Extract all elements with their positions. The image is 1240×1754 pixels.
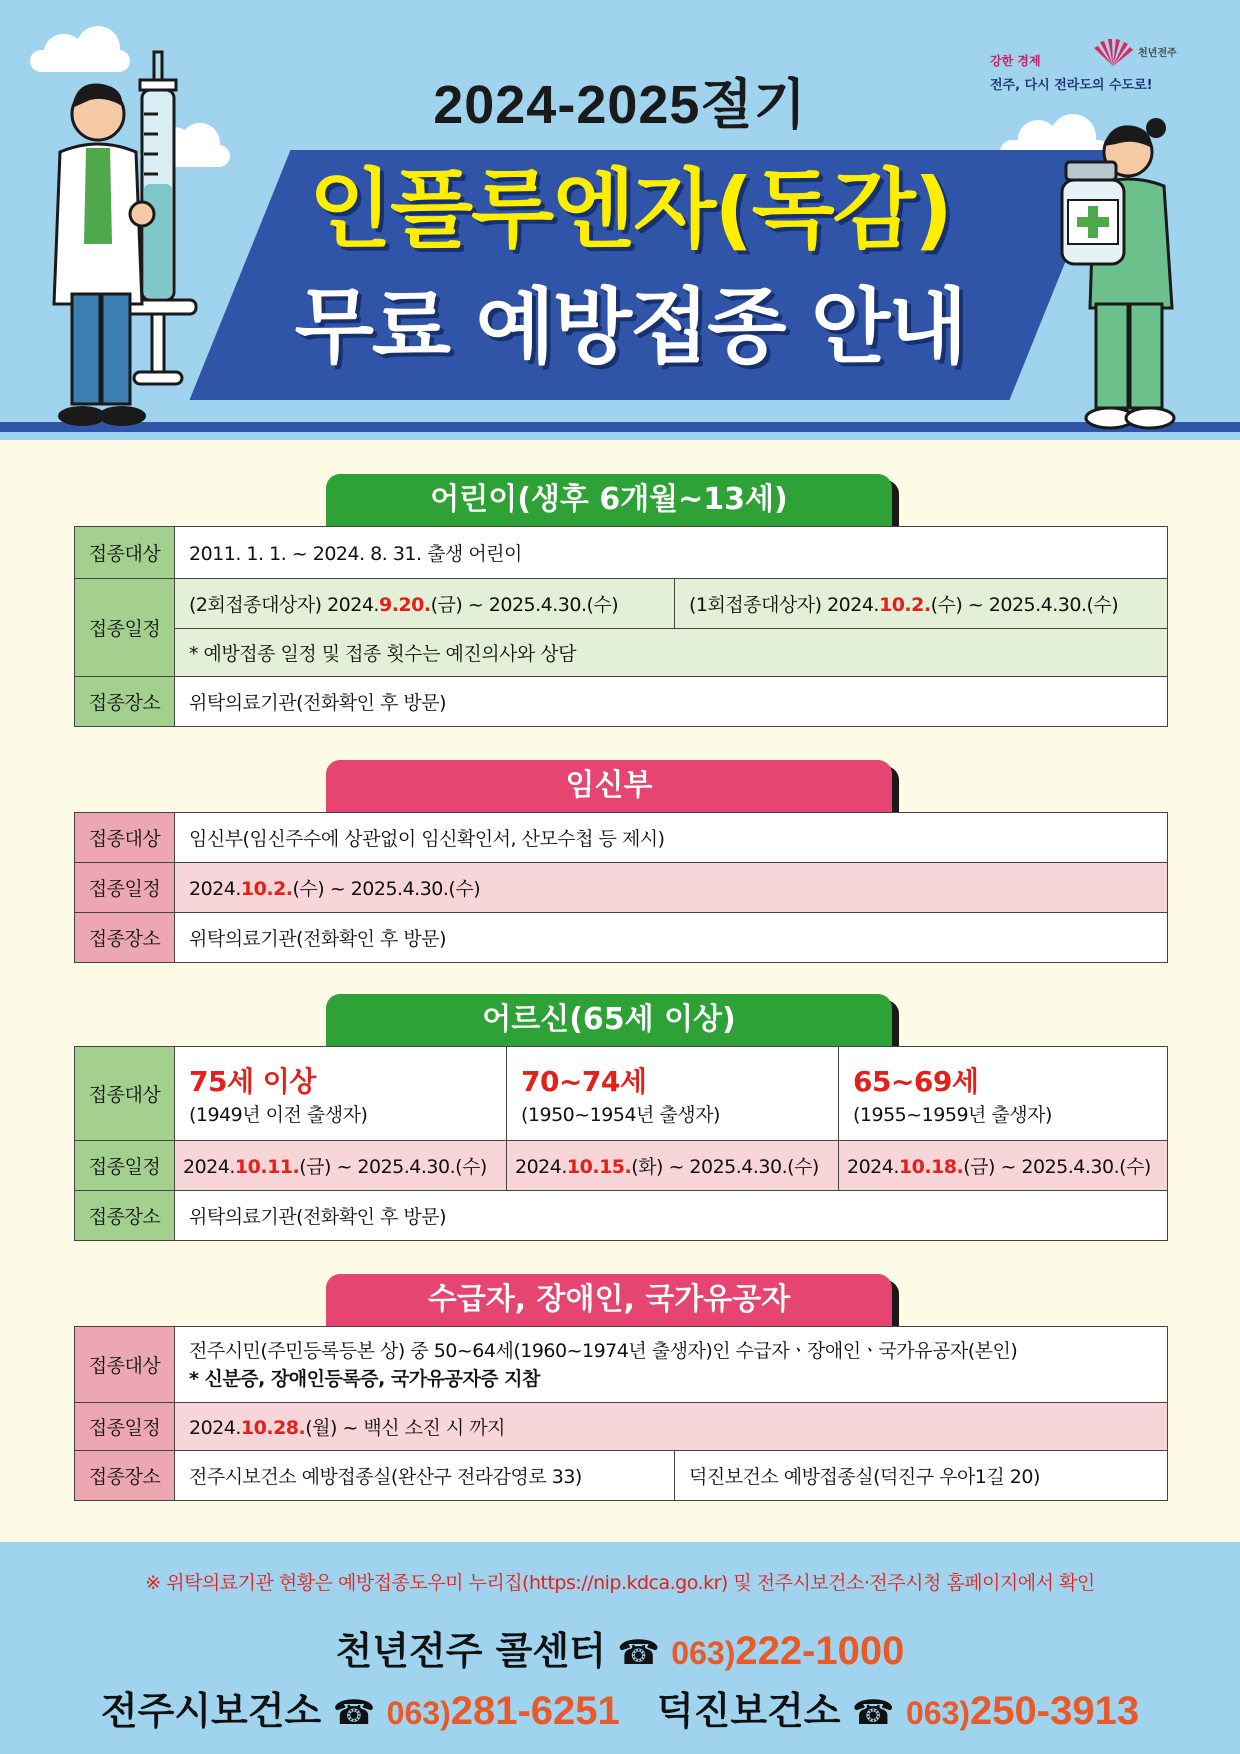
senior-schedule-75-plus: 2024.10.11.(금) ~ 2025.4.30.(수) <box>175 1141 507 1191</box>
row-label-schedule: 접종일정 <box>75 1403 175 1451</box>
telephone-icon: ☎ <box>617 1633 660 1673</box>
welfare-schedule: 2024.10.28.(월) ~ 백신 소진 시 까지 <box>175 1403 1168 1451</box>
pregnant-info-table <box>74 812 1168 963</box>
section-title-children: 어린이(생후 6개월~13세) <box>326 474 892 526</box>
row-label-target: 접종대상 <box>75 1047 175 1141</box>
row-label-target: 접종대상 <box>75 813 175 863</box>
welfare-place-jeonju: 전주시보건소 예방접종실(완산구 전라감영로 33) <box>175 1451 675 1501</box>
row-label-place: 접종장소 <box>75 913 175 963</box>
deokjin-health-center-phone[interactable]: 063)250-3913 <box>905 1689 1140 1733</box>
row-label-place: 접종장소 <box>75 1191 175 1241</box>
main-title-line2: 무료 예방접종 안내 <box>294 280 966 375</box>
contact-footer <box>0 1542 1240 1754</box>
seniors-info-table <box>74 1046 1168 1241</box>
jeonju-health-center-name: 전주시보건소 <box>100 1689 322 1733</box>
logo-brand: 천년전주 <box>1138 48 1177 59</box>
children-schedule-two-dose: (2회접종대상자) 2024.9.20.(금) ~ 2025.4.30.(수) <box>175 579 675 629</box>
row-label-schedule: 접종일정 <box>75 863 175 913</box>
pregnant-schedule: 2024.10.2.(수) ~ 2025.4.30.(수) <box>175 863 1168 913</box>
season-title: 2024-2025절기 <box>433 75 807 135</box>
senior-schedule-70-74: 2024.10.15.(화) ~ 2025.4.30.(수) <box>507 1141 839 1191</box>
call-center-row <box>0 1620 1240 1675</box>
children-schedule-note: * 예방접종 일정 및 접종 횟수는 예진의사와 상담 <box>175 629 1168 677</box>
pregnant-place: 위탁의료기관(전화확인 후 방문) <box>175 913 1168 963</box>
seniors-place: 위탁의료기관(전화확인 후 방문) <box>175 1191 1168 1241</box>
children-place: 위탁의료기관(전화확인 후 방문) <box>175 677 1168 727</box>
row-label-schedule: 접종일정 <box>75 1141 175 1191</box>
logo-slogan-small: 강한 경제 <box>990 54 1041 68</box>
telephone-icon: ☎ <box>852 1693 895 1733</box>
call-center-name: 천년전주 콜센터 <box>335 1629 606 1673</box>
city-logo <box>990 38 1210 98</box>
children-target: 2011. 1. 1. ~ 2024. 8. 31. 출생 어린이 <box>175 527 1168 579</box>
welfare-target-note: * 신분증, 장애인등록증, 국가유공자증 지참 <box>189 1367 540 1390</box>
row-label-target: 접종대상 <box>75 1327 175 1403</box>
poster-header <box>0 0 1240 440</box>
row-label-place: 접종장소 <box>75 1451 175 1501</box>
senior-group-70-74: 70~74세 (1950~1954년 출생자) <box>507 1047 839 1141</box>
section-title-seniors: 어르신(65세 이상) <box>326 994 892 1046</box>
senior-group-65-69: 65~69세 (1955~1959년 출생자) <box>839 1047 1168 1141</box>
welfare-place-deokjin: 덕진보건소 예방접종실(덕진구 우아1길 20) <box>675 1451 1168 1501</box>
logo-slogan: 전주, 다시 전라도의 수도로! <box>990 78 1153 93</box>
senior-group-75-plus: 75세 이상 (1949년 이전 출생자) <box>175 1047 507 1141</box>
row-label-schedule: 접종일정 <box>75 579 175 677</box>
health-center-row <box>0 1680 1240 1735</box>
senior-schedule-65-69: 2024.10.18.(금) ~ 2025.4.30.(수) <box>839 1141 1168 1191</box>
clinic-lookup-note: ※ 위탁의료기관 현황은 예방접종도우미 누리집(https://nip.kdca.go.kr) 및 전주시보건소·전주시청 홈페이지에서 확인 <box>145 1572 1095 1594</box>
children-info-table <box>74 526 1168 727</box>
nurse-with-bottle-illustration <box>1060 112 1220 434</box>
row-label-place: 접종장소 <box>75 677 175 727</box>
main-title-line1: 인플루엔자(독감) <box>308 160 952 260</box>
welfare-target: 전주시민(주민등록등본 상) 중 50~64세(1960~1974년 출생자)인 수급자ㆍ장애인ㆍ국가유공자(본인) * 신분증, 장애인등록증, 국가유공자증 지참 <box>175 1327 1168 1403</box>
row-label-target: 접종대상 <box>75 527 175 579</box>
telephone-icon: ☎ <box>332 1693 376 1733</box>
welfare-info-table <box>74 1326 1168 1501</box>
call-center-phone[interactable]: 063)222-1000 <box>671 1629 905 1673</box>
fan-logo-icon <box>1090 38 1136 68</box>
children-schedule-one-dose: (1회접종대상자) 2024.10.2.(수) ~ 2025.4.30.(수) <box>675 579 1168 629</box>
pregnant-target: 임신부(임신주수에 상관없이 임신확인서, 산모수첩 등 제시) <box>175 813 1168 863</box>
section-title-welfare: 수급자, 장애인, 국가유공자 <box>326 1274 892 1326</box>
section-title-pregnant: 임신부 <box>326 760 892 812</box>
jeonju-health-center-phone[interactable]: 063)281-6251 <box>386 1689 620 1733</box>
deokjin-health-center-name: 덕진보건소 <box>656 1689 841 1733</box>
